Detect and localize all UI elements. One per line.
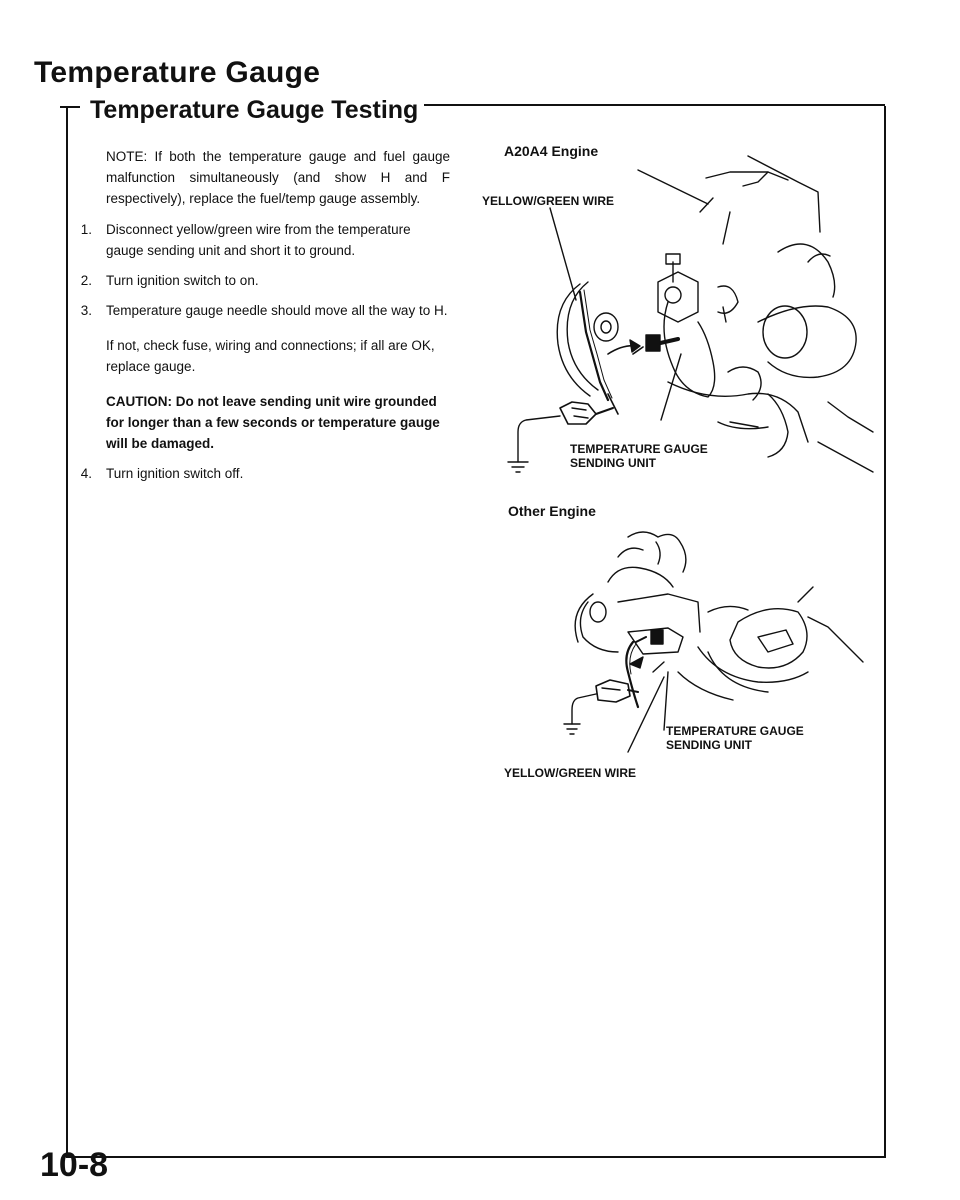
a20a4-engine-title: A20A4 Engine bbox=[504, 143, 599, 159]
step-number: 3. bbox=[80, 303, 92, 318]
step-1 bbox=[60, 219, 450, 261]
page-title: Temperature Gauge bbox=[34, 56, 321, 89]
other-wire-label: YELLOW/GREEN WIRE bbox=[504, 766, 636, 780]
step-text: Temperature gauge needle should move all the way to H. bbox=[106, 303, 448, 318]
step-number: 2. bbox=[80, 273, 92, 288]
frame-top-left-rule bbox=[60, 106, 80, 108]
other-engine-drawing bbox=[564, 532, 863, 752]
step-2 bbox=[60, 270, 450, 291]
a20a4-sensor-label-line2: SENDING UNIT bbox=[570, 456, 657, 470]
other-sensor-label-line1: TEMPERATURE GAUGE bbox=[666, 724, 804, 738]
section-title: Temperature Gauge Testing bbox=[90, 96, 424, 125]
other-sensor-label-line2: SENDING UNIT bbox=[666, 738, 753, 752]
a20a4-sensor-label-line1: TEMPERATURE GAUGE bbox=[570, 442, 708, 456]
engine-diagrams bbox=[468, 132, 878, 792]
step-number: 1. bbox=[80, 222, 92, 237]
step-4 bbox=[60, 463, 450, 484]
caution-label: CAUTION: bbox=[106, 394, 172, 409]
page-number: 10-8 bbox=[40, 1146, 109, 1184]
caution-text: Do not leave sending unit wire grounded for longer than a few seconds or temperature gauge will be damaged. bbox=[106, 394, 440, 451]
step-text: Turn ignition switch to on. bbox=[106, 273, 259, 288]
caution-paragraph bbox=[106, 391, 450, 454]
other-engine-title: Other Engine bbox=[508, 503, 596, 519]
note-paragraph: NOTE: If both the temperature gauge and fuel gauge malfunction simultaneously (and show H and F respectively), replace the fuel/temp gauge assembly. bbox=[106, 149, 450, 206]
step-text: Turn ignition switch off. bbox=[106, 466, 244, 481]
a20a4-wire-label: YELLOW/GREEN WIRE bbox=[482, 194, 614, 208]
step-3 bbox=[60, 300, 450, 454]
frame-top-right-rule bbox=[377, 104, 885, 106]
step-number: 4. bbox=[80, 466, 92, 481]
engine-illustration bbox=[468, 132, 878, 792]
step-text: Disconnect yellow/green wire from the temperature gauge sending unit and short it to ground. bbox=[106, 222, 411, 258]
step-followup-text: If not, check fuse, wiring and connections; if all are OK, replace gauge. bbox=[106, 338, 435, 374]
procedure-text bbox=[60, 146, 450, 493]
